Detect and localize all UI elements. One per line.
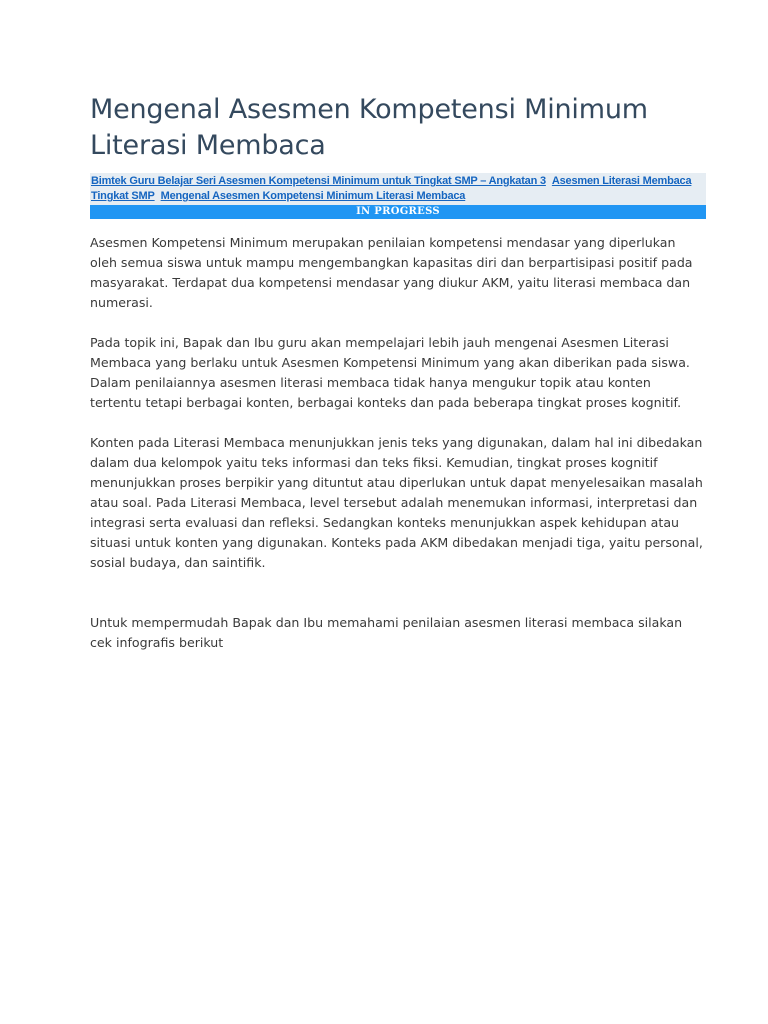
- breadcrumb-link-topic[interactable]: Mengenal Asesmen Kompetensi Minimum Literasi Membaca: [160, 190, 466, 202]
- paragraph: Asesmen Kompetensi Minimum merupakan penilaian kompetensi mendasar yang diperlukan oleh semua siswa untuk mampu mengembangkan kapasitas diri dan berpartisipasi positif pada masyarakat. Terdapat dua kompetensi mendasar yang diukur AKM, yaitu literasi membaca dan numerasi.: [90, 235, 693, 310]
- paragraph: Untuk mempermudah Bapak dan Ibu memahami penilaian asesmen literasi membaca silakan cek infografis berikut: [90, 615, 683, 650]
- article-body: [90, 233, 706, 653]
- status-badge: IN PROGRESS: [90, 205, 706, 219]
- breadcrumb-link-module[interactable]: Asesmen Literasi Membaca Tingkat SMP: [91, 175, 692, 202]
- breadcrumb: [90, 173, 706, 205]
- page-title: Mengenal Asesmen Kompetensi Minimum Literasi Membaca: [90, 94, 648, 161]
- article: [90, 0, 706, 673]
- paragraph: Pada topik ini, Bapak dan Ibu guru akan mempelajari lebih jauh mengenai Asesmen Literasi Membaca yang berlaku untuk Asesmen Kompetensi Minimum yang akan diberikan pada siswa. Dalam penilaiannya asesmen literasi membaca tidak hanya mengukur topik atau konten tertentu tetapi berbagai konten, berbagai konteks dan pada beberapa tingkat proses kognitif.: [90, 335, 690, 410]
- breadcrumb-link-course[interactable]: Bimtek Guru Belajar Seri Asesmen Kompetensi Minimum untuk Tingkat SMP – Angkatan 3: [91, 175, 546, 187]
- paragraph: Konten pada Literasi Membaca menunjukkan jenis teks yang digunakan, dalam hal ini dibedakan dalam dua kelompok yaitu teks informasi dan teks fiksi. Kemudian, tingkat proses kognitif menunjukkan proses berpikir yang dituntut atau diperlukan untuk dapat menyelesaikan masalah atau soal. Pada Literasi Membaca, level tersebut adalah menemukan informasi, interpretasi dan integrasi serta evaluasi dan refleksi. Sedangkan konteks menunjukkan aspek kehidupan atau situasi untuk konten yang digunakan. Konteks pada AKM dibedakan menjadi tiga, yaitu personal, sosial budaya, dan saintifik.: [90, 435, 703, 570]
